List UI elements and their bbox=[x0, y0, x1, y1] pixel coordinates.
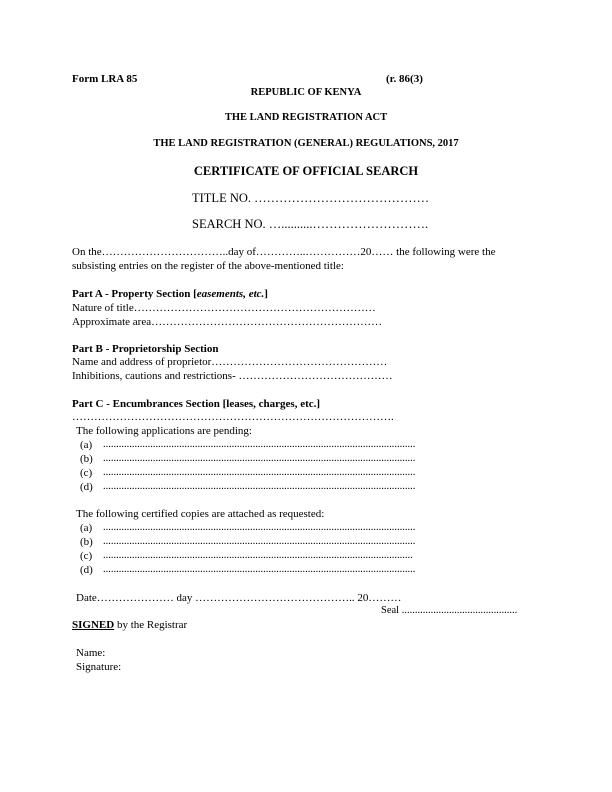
copies-label-c: (c) bbox=[80, 550, 93, 562]
search-no-field: SEARCH NO. …..........………………………. bbox=[192, 217, 429, 231]
title-no-field: TITLE NO. …………………………………… bbox=[192, 191, 430, 205]
part-a-heading-text: Part A - Property Section [ bbox=[72, 288, 197, 300]
part-c-heading: Part C - Encumbrances Section [leases, charges, etc.] bbox=[72, 398, 321, 410]
pending-heading: The following applications are pending: bbox=[76, 425, 252, 437]
pending-line-c: ....................................................................................................................... bbox=[103, 467, 416, 478]
pending-line-a: ....................................................................................................................... bbox=[103, 439, 416, 450]
intro-line-1: On the……………………………..day of…………..……………20…… the following were the bbox=[72, 246, 496, 258]
republic-heading: REPUBLIC OF KENYA bbox=[250, 87, 362, 98]
copies-line-a: ....................................................................................................................... bbox=[103, 522, 416, 533]
signed-line bbox=[72, 620, 187, 631]
seal-line: Seal ............................................ bbox=[381, 605, 518, 616]
pending-line-b: ....................................................................................................................... bbox=[103, 453, 416, 464]
copies-label-a: (a) bbox=[80, 522, 93, 534]
intro-line-2: subsisting entries on the register of the above-mentioned title: bbox=[72, 260, 344, 272]
pending-label-c: (c) bbox=[80, 467, 93, 479]
signed-label: SIGNED bbox=[72, 619, 115, 631]
signature-label: Signature: bbox=[76, 661, 122, 673]
regulations-heading: THE LAND REGISTRATION (GENERAL) REGULATIONS, 2017 bbox=[153, 138, 459, 149]
name-label: Name: bbox=[76, 647, 106, 659]
part-a-heading bbox=[72, 289, 268, 300]
encumbrances-line: ……………………………………………………………………………. bbox=[72, 411, 394, 423]
part-b-heading: Part B - Proprietorship Section bbox=[72, 343, 219, 355]
date-line: Date………………… day …………………………………….. 20……… bbox=[76, 592, 402, 604]
certificate-title: CERTIFICATE OF OFFICIAL SEARCH bbox=[193, 164, 419, 178]
inhibitions-field: Inhibitions, cautions and restrictions- …………………………………… bbox=[72, 370, 393, 382]
copies-heading: The following certified copies are attached as requested: bbox=[76, 508, 325, 520]
copies-line-b: ....................................................................................................................... bbox=[103, 536, 416, 547]
pending-label-d: (d) bbox=[80, 481, 93, 493]
copies-line-c: ...................................................................................................................... bbox=[103, 550, 413, 561]
part-a-heading-end: ] bbox=[264, 288, 268, 300]
rule-reference: (r. 86(3) bbox=[386, 73, 423, 85]
proprietor-field: Name and address of proprietor………………………………………… bbox=[72, 356, 388, 368]
copies-line-d: ....................................................................................................................... bbox=[103, 564, 416, 575]
copies-label-d: (d) bbox=[80, 564, 93, 576]
pending-label-a: (a) bbox=[80, 439, 93, 451]
act-heading: THE LAND REGISTRATION ACT bbox=[224, 112, 388, 123]
by-registrar-label: by the Registrar bbox=[114, 619, 188, 631]
pending-line-d: ....................................................................................................................... bbox=[103, 481, 416, 492]
form-number: Form LRA 85 bbox=[72, 73, 138, 85]
part-a-heading-italic: easements, etc. bbox=[196, 288, 265, 300]
approximate-area-field: Approximate area……………………………………………………… bbox=[72, 316, 383, 328]
pending-label-b: (b) bbox=[80, 453, 93, 465]
nature-of-title-field: Nature of title………………………………………………………… bbox=[72, 302, 376, 314]
copies-label-b: (b) bbox=[80, 536, 93, 548]
